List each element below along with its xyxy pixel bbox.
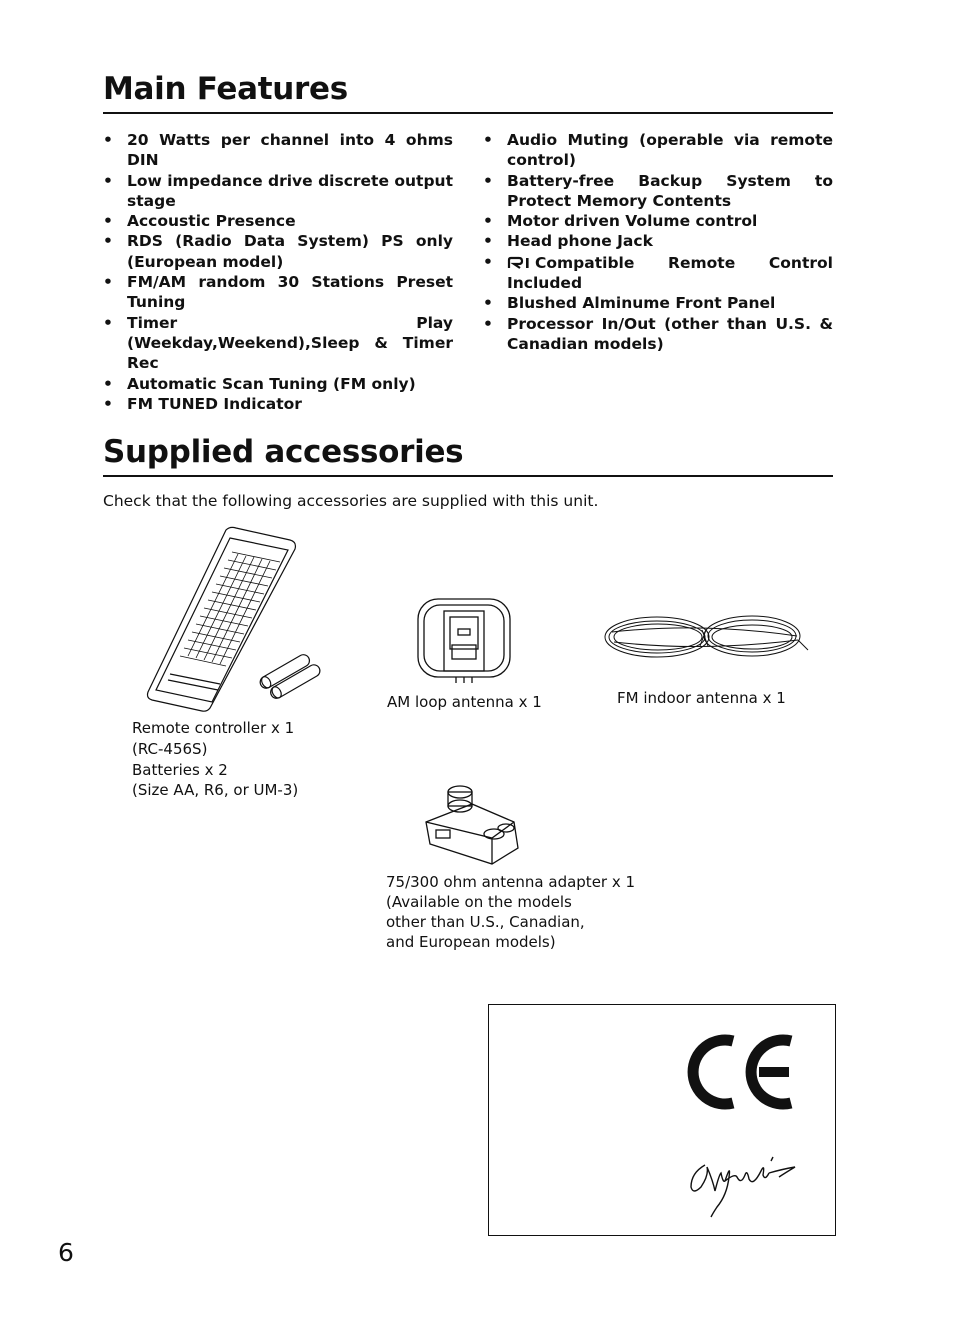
batteries-line: Batteries x 2	[132, 760, 228, 779]
fm-antenna-caption: FM indoor antenna x 1	[617, 689, 786, 707]
feature-item: • Battery-free Backup System to Protect Memory Contents	[483, 171, 833, 212]
fm-indoor-antenna-illustration	[602, 606, 810, 668]
main-features-heading: Main Features	[103, 72, 833, 114]
feature-item: • RDS (Radio Data System) PS only (European model)	[103, 231, 453, 272]
feature-item: • Timer Play (Weekday,Weekend),Sleep & Timer Rec	[103, 313, 453, 374]
remote-controller-illustration	[140, 524, 335, 716]
feature-item: • FM/AM random 30 Stations Preset Tuning	[103, 272, 453, 313]
page-number: 6	[58, 1238, 74, 1267]
ce-declaration-box	[488, 1004, 836, 1236]
feature-item: • Processor In/Out (other than U.S. & Canadian models)	[483, 314, 833, 355]
remote-caption-line: Remote controller x 1	[132, 719, 295, 737]
ce-mark-icon	[687, 1031, 797, 1113]
feature-item: • Low impedance drive discrete output stage	[103, 171, 453, 212]
remote-model-line: (RC-456S)	[132, 739, 208, 758]
adapter-caption	[386, 872, 635, 952]
adapter-availability-line: and European models)	[386, 933, 556, 951]
adapter-caption-line: 75/300 ohm antenna adapter x 1	[386, 873, 636, 891]
ri-logo-icon	[507, 256, 531, 270]
feature-item: • 20 Watts per channel into 4 ohms DIN	[103, 130, 453, 171]
feature-item-label: Compatible Remote Control Included	[507, 253, 833, 293]
supplied-accessories-heading: Supplied accessories	[103, 435, 833, 477]
am-antenna-caption: AM loop antenna x 1	[387, 693, 542, 711]
antenna-adapter-illustration	[422, 782, 522, 868]
adapter-availability-line: (Available on the models	[386, 893, 572, 911]
feature-item: • Accoustic Presence	[103, 211, 453, 231]
feature-item: • Audio Muting (operable via remote control)	[483, 130, 833, 171]
signature-icon	[687, 1151, 802, 1219]
feature-item: • FM TUNED Indicator	[103, 394, 453, 414]
features-list-right	[483, 130, 833, 354]
feature-item: • Head phone Jack	[483, 231, 833, 251]
feature-item	[483, 252, 833, 294]
adapter-availability-line: other than U.S., Canadian,	[386, 913, 585, 931]
battery-size-line: (Size AA, R6, or UM-3)	[132, 781, 299, 800]
feature-item: • Motor driven Volume control	[483, 211, 833, 231]
feature-item: • Blushed Alminume Front Panel	[483, 293, 833, 313]
am-loop-antenna-illustration	[416, 597, 512, 685]
features-list-left	[103, 130, 453, 414]
accessories-intro: Check that the following accessories are supplied with this unit.	[103, 492, 599, 510]
remote-caption	[132, 718, 298, 801]
feature-item: • Automatic Scan Tuning (FM only)	[103, 374, 453, 394]
